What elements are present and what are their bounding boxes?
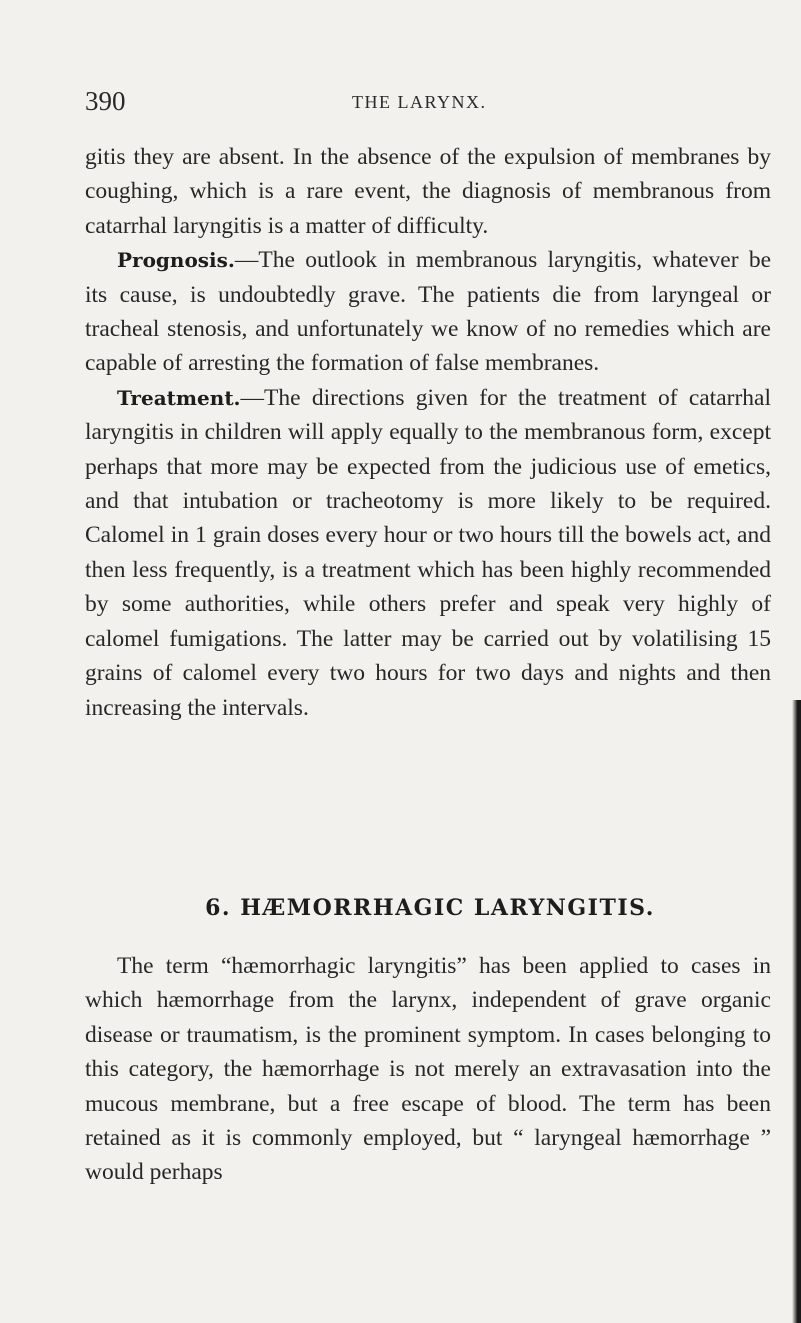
section-body — [85, 949, 771, 1190]
prognosis-paragraph — [85, 243, 771, 381]
page-edge-shadow — [792, 700, 801, 1323]
page-number: 390 — [85, 86, 126, 116]
haemorrhagic-paragraph: The term “hæmorrhagic laryngitis” has been applied to cases in which hæmorrhage from the larynx, independent of grave organic disease or traumatism, is the prominent symptom. In cases belonging to this category, the hæmorrhage is not merely an extravasation into the mucous membrane, but a free escape of blood. The term has been retained as it is commonly employed, but “ laryngeal hæmorrhage ” would perhaps — [85, 953, 771, 1186]
prognosis-heading: Prognosis. — [117, 248, 235, 273]
treatment-heading: Treatment. — [117, 385, 241, 410]
continuation-paragraph: gitis they are absent. In the absence of the expulsion of membranes by coughing, which is a rare event, the diagnosis of membranous from catarrhal laryngitis is a matter of difficulty. — [85, 144, 771, 239]
page-header — [85, 86, 765, 126]
body-text — [85, 140, 771, 725]
treatment-text: —The directions given for the treatment of catarrhal laryngitis in children will apply equally to the membranous form, except perhaps that more may be expected from the judicious use of emetics, and that intubation or tracheotomy is more likely to be required. Calomel in 1 grain doses every hour or two hours till the bowels act, and then less frequently, is a treatment which has been highly recommended by some authorities, while others prefer and speak very highly of calomel fumigations. The latter may be carried out by volatilising 15 grains of calomel every two hours for two days and nights and then increasing the intervals. — [85, 384, 771, 721]
section-heading: 6. HÆMORRHAGIC LARYNGITIS. — [205, 895, 655, 921]
treatment-paragraph — [85, 381, 771, 725]
prognosis-text: —The outlook in membranous laryngitis, whatever be its cause, is undoubtedly grave. The patients die from laryngeal or tracheal stenosis, and unfortunately we know of no remedies which are capable of arresting the formation of false membranes. — [85, 247, 771, 377]
running-head: THE LARYNX. — [352, 92, 487, 112]
